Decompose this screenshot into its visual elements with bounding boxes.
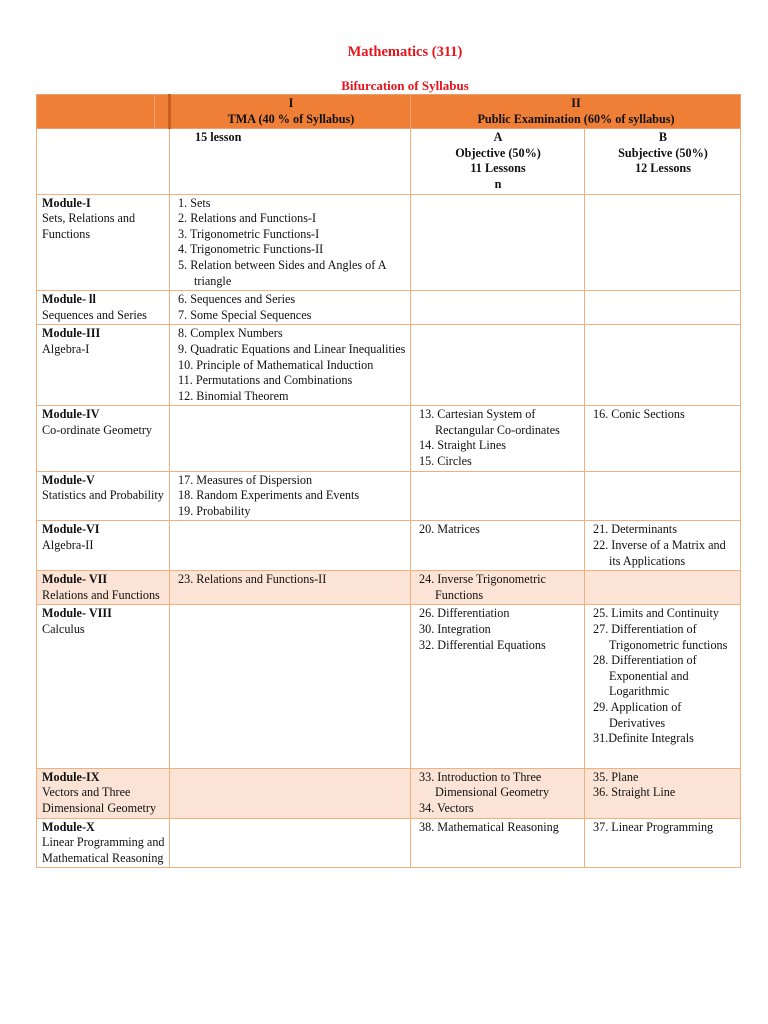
tma-lessons-cell — [170, 325, 411, 406]
tma-lessons-cell — [170, 471, 411, 521]
table-row — [37, 571, 741, 605]
subjective-lessons-count: 12 Lessons — [635, 161, 691, 176]
document-subtitle: Bifurcation of Syllabus — [341, 78, 469, 93]
subjective-lessons-cell — [585, 571, 741, 605]
lesson-item: 38. Mathematical Reasoning — [419, 819, 559, 834]
objective-lessons-count: 11 Lessons — [470, 161, 526, 176]
module-description: Sets, Relations and Functions — [42, 211, 136, 241]
tma-lessons-cell — [170, 571, 411, 605]
tma-lesson-list — [175, 292, 406, 323]
lesson-item: 27. Differentiation of Trigonometric functions — [593, 622, 728, 652]
module-name: Module- ll — [42, 292, 96, 307]
lesson-item: 1. Sets — [178, 195, 211, 210]
objective-lessons-cell — [411, 571, 585, 605]
lesson-item: 7. Some Special Sequences — [178, 307, 312, 322]
subjective-label: Subjective (50%) — [618, 145, 708, 160]
objective-label: Objective (50%) — [455, 145, 541, 160]
table-subheader-row — [37, 129, 741, 194]
table-row — [37, 521, 741, 571]
lesson-item: 25. Limits and Continuity — [593, 606, 719, 621]
objective-lessons-cell — [411, 194, 585, 291]
tma-lesson-list — [175, 473, 406, 520]
tma-lessons-cell — [170, 605, 411, 768]
subjective-lessons-cell — [585, 406, 741, 471]
module-cell — [37, 768, 170, 818]
subjective-lessons-cell — [585, 291, 741, 325]
subjective-lesson-list — [590, 606, 736, 746]
module-name: Module- VII — [42, 572, 108, 587]
header-tma-label: TMA (40 % of Syllabus) — [227, 111, 355, 126]
objective-lesson-list — [416, 606, 580, 653]
subheader-tma-lessons: 15 lesson — [170, 129, 411, 194]
table-row — [37, 768, 741, 818]
objective-lesson-list — [416, 522, 580, 538]
module-name: Module-I — [42, 195, 91, 210]
lesson-item: 12. Binomial Theorem — [178, 388, 289, 403]
subjective-lessons-cell — [585, 521, 741, 571]
lesson-item: 3. Trigonometric Functions-I — [178, 226, 320, 241]
table-row — [37, 194, 741, 291]
module-cell — [37, 818, 170, 868]
module-description: Co-ordinate Geometry — [42, 422, 152, 437]
header-module-cell — [37, 95, 155, 129]
objective-lesson-list — [416, 770, 580, 817]
lesson-item: 35. Plane — [593, 769, 639, 784]
lesson-item: 14. Straight Lines — [419, 438, 506, 453]
header-tma-cell — [170, 95, 411, 129]
tma-lessons-cell — [170, 291, 411, 325]
subjective-lesson-list — [590, 770, 736, 801]
subjective-lessons-cell — [585, 768, 741, 818]
tma-lesson-list — [175, 326, 406, 404]
subjective-lesson-list — [590, 407, 736, 423]
module-cell — [37, 406, 170, 471]
lesson-item: 21. Determinants — [593, 522, 677, 537]
lesson-item: 9. Quadratic Equations and Linear Inequalities — [178, 341, 406, 356]
lesson-item: 22. Inverse of a Matrix and its Applications — [593, 538, 726, 568]
table-header-row — [37, 95, 741, 129]
header-public-exam-cell — [411, 95, 741, 129]
lesson-item: 34. Vectors — [419, 800, 474, 815]
table-row — [37, 325, 741, 406]
objective-lessons-cell — [411, 406, 585, 471]
module-description: Algebra-II — [42, 538, 94, 553]
table-row — [37, 291, 741, 325]
module-description: Statistics and Probability — [42, 488, 164, 503]
module-description: Linear Programming and Mathematical Reasoning — [42, 835, 165, 865]
module-cell — [37, 471, 170, 521]
lesson-item: 6. Sequences and Series — [178, 292, 296, 307]
objective-extra-text: n — [494, 176, 502, 191]
objective-lesson-list — [416, 820, 580, 836]
module-name: Module-IX — [42, 769, 100, 784]
tma-lessons-cell — [170, 768, 411, 818]
lesson-item: 23. Relations and Functions-II — [178, 572, 327, 587]
module-name: Module- VIII — [42, 606, 112, 621]
lesson-item: 4. Trigonometric Functions-II — [178, 242, 324, 257]
subheader-subjective-cell — [585, 129, 741, 194]
objective-lessons-cell — [411, 818, 585, 868]
module-name: Module-III — [42, 326, 101, 341]
objective-lessons-cell — [411, 521, 585, 571]
lesson-item: 31.Definite Integrals — [593, 731, 694, 746]
module-name: Module-X — [42, 819, 95, 834]
lesson-item: 16. Conic Sections — [593, 407, 685, 422]
subjective-lessons-cell — [585, 471, 741, 521]
objective-lessons-cell — [411, 471, 585, 521]
module-name: Module-V — [42, 472, 95, 487]
module-description: Vectors and Three Dimensional Geometry — [42, 785, 157, 815]
objective-lessons-cell — [411, 325, 585, 406]
lesson-item: 18. Random Experiments and Events — [178, 488, 360, 503]
header-public-exam-label: Public Examination (60% of syllabus) — [477, 111, 675, 126]
lesson-item: 26. Differentiation — [419, 606, 510, 621]
lesson-item: 13. Cartesian System of Rectangular Co-ordinates — [419, 407, 560, 437]
module-cell — [37, 571, 170, 605]
table-row — [37, 406, 741, 471]
objective-lesson-list — [416, 572, 580, 603]
lesson-item: 24. Inverse Trigonometric Functions — [419, 572, 546, 602]
tma-lesson-list — [175, 196, 406, 290]
module-cell — [37, 605, 170, 768]
lesson-item: 10. Principle of Mathematical Induction — [178, 357, 374, 372]
lesson-item: 17. Measures of Dispersion — [178, 472, 313, 487]
tma-lessons-cell — [170, 194, 411, 291]
lesson-item: 28. Differentiation of Exponential and Logarithmic — [593, 653, 697, 699]
subjective-lessons-cell — [585, 194, 741, 291]
lesson-item: 33. Introduction to Three Dimensional Geometry — [419, 769, 550, 800]
lesson-item: 2. Relations and Functions-I — [178, 211, 317, 226]
tma-lessons-cell — [170, 818, 411, 868]
subheader-module-cell — [37, 129, 170, 194]
document-title: Mathematics (311) — [347, 44, 463, 60]
subjective-lesson-list — [590, 820, 736, 836]
tma-lesson-list — [175, 572, 406, 588]
objective-letter: A — [493, 130, 503, 145]
module-cell — [37, 325, 170, 406]
module-description: Algebra-I — [42, 341, 90, 356]
header-spacer-cell — [155, 95, 170, 129]
module-cell — [37, 521, 170, 571]
table-row — [37, 605, 741, 768]
module-description: Calculus — [42, 622, 85, 636]
tma-lessons-cell — [170, 521, 411, 571]
objective-lessons-cell — [411, 768, 585, 818]
lesson-item: 30. Integration — [419, 622, 491, 636]
module-description: Relations and Functions — [42, 587, 160, 602]
subjective-lessons-cell — [585, 325, 741, 406]
table-row — [37, 471, 741, 521]
lesson-item: 32. Differential Equations — [419, 637, 546, 652]
lesson-item: 37. Linear Programming — [593, 819, 714, 834]
module-description: Sequences and Series — [42, 307, 147, 322]
subjective-lessons-cell — [585, 818, 741, 868]
lesson-item: 20. Matrices — [419, 522, 480, 537]
module-name: Module-VI — [42, 522, 100, 537]
table-row — [37, 818, 741, 868]
module-cell — [37, 291, 170, 325]
subjective-lessons-cell — [585, 605, 741, 768]
lesson-item: 15. Circles — [419, 454, 472, 469]
lesson-item: 29. Application of Derivatives — [593, 699, 682, 730]
subjective-letter: B — [658, 130, 668, 145]
tma-lessons-cell — [170, 406, 411, 471]
module-name: Module-IV — [42, 407, 100, 422]
lesson-item: 8. Complex Numbers — [178, 326, 283, 341]
lesson-item: 5. Relation between Sides and Angles of A triangle — [178, 257, 386, 288]
objective-lessons-cell — [411, 291, 585, 325]
lesson-item: 19. Probability — [178, 503, 251, 518]
objective-lessons-cell — [411, 605, 585, 768]
lesson-item: 11. Permutations and Combinations — [178, 373, 353, 388]
lesson-item: 36. Straight Line — [593, 785, 676, 800]
subheader-objective-cell — [411, 129, 585, 194]
objective-lesson-list — [416, 407, 580, 469]
module-cell — [37, 194, 170, 291]
syllabus-table — [36, 94, 741, 868]
subjective-lesson-list — [590, 522, 736, 569]
header-tma-number: I — [288, 96, 294, 110]
header-public-exam-number: II — [571, 96, 581, 110]
